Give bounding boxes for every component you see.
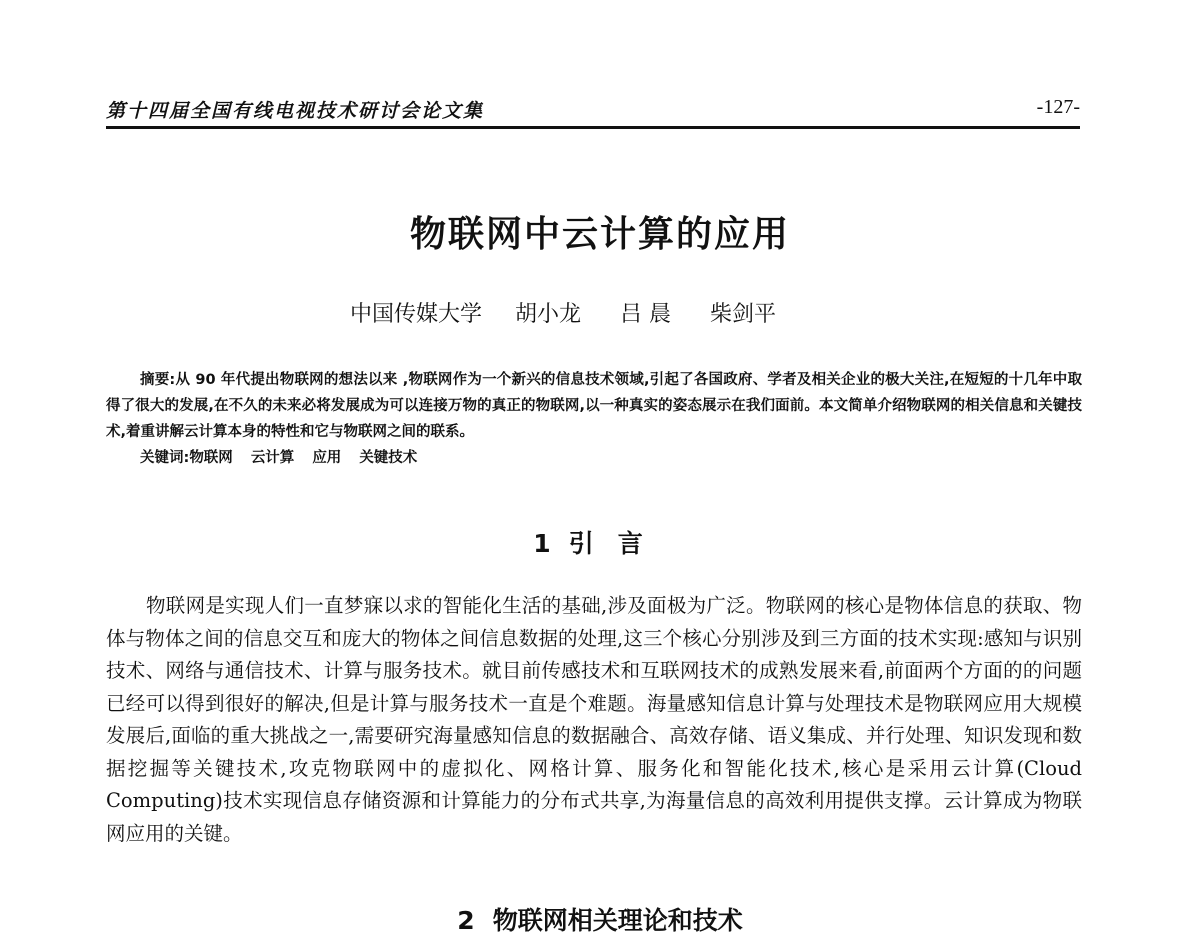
author-name: 胡小龙	[515, 302, 582, 327]
introduction-paragraph: 物联网是实现人们一直梦寐以求的智能化生活的基础,涉及面极为广泛。物联网的核心是物体信息的获取、物体与物体之间的信息交互和庞大的物体之间信息数据的处理,这三个核心分别涉及到三方面的技术实现:感知与识别技术、网络与通信技术、计算与服务技术。就目前传感技术和互联网技术的成熟发展来看,前面两个方面的的问题已经可以得到很好的解决,但是计算与服务技术一直是个难题。海量感知信息计算与处理技术是物联网应用大规模发展后,面临的重大挑战之一,需要研究海量感知信息的数据融合、高效存储、语义集成、并行处理、知识发现和数据挖掘等关键技术,攻克物联网中的虚拟化、网格计算、服务化和智能化技术,核心是采用云计算(Cloud Computing)技术实现信息存储资源和计算能力的分布式共享,为海量信息的高效利用提供支撑。云计算成为物联网应用的关键。	[106, 594, 1082, 845]
keyword: 云计算	[250, 450, 295, 466]
author-name: 柴剑平	[710, 302, 777, 327]
abstract-text: 摘要:从 90 年代提出物联网的想法以来 ,物联网作为一个新兴的信息技术领域,引起了各国政府、学者及相关企业的极大关注,在短短的十几年中取得了很大的发展,在不久的未来必将发展成为可以连接万物的真正的物联网,以一种真实的姿态展示在我们面前。本文简单介绍物联网的相关信息和关键技术,着重讲解云计算本身的特性和它与物联网之间的联系。	[106, 372, 1082, 440]
keyword: 关键技术	[359, 450, 418, 466]
byline	[350, 297, 776, 328]
section-title: 引言	[568, 529, 667, 558]
author-name: 吕 晨	[620, 302, 672, 327]
keyword: 物联网	[189, 450, 233, 466]
keywords-line	[106, 445, 1082, 471]
journal-name: 第十四届全国有线电视技术研讨会论文集	[106, 100, 485, 122]
section-heading-theory	[0, 901, 1200, 937]
section-number: 1	[533, 529, 551, 558]
keyword: 应用	[312, 450, 342, 466]
paper-title: 物联网中云计算的应用	[409, 214, 790, 255]
section-number: 2	[457, 906, 475, 935]
abstract-block	[106, 367, 1082, 471]
affiliation: 中国传媒大学	[350, 302, 483, 327]
section-title: 物联网相关理论和技术	[492, 906, 743, 935]
keywords-label: 关键词:	[140, 450, 190, 466]
running-header	[106, 96, 1080, 129]
section-heading-introduction	[0, 524, 1200, 560]
page-number: -127-	[1036, 96, 1080, 118]
